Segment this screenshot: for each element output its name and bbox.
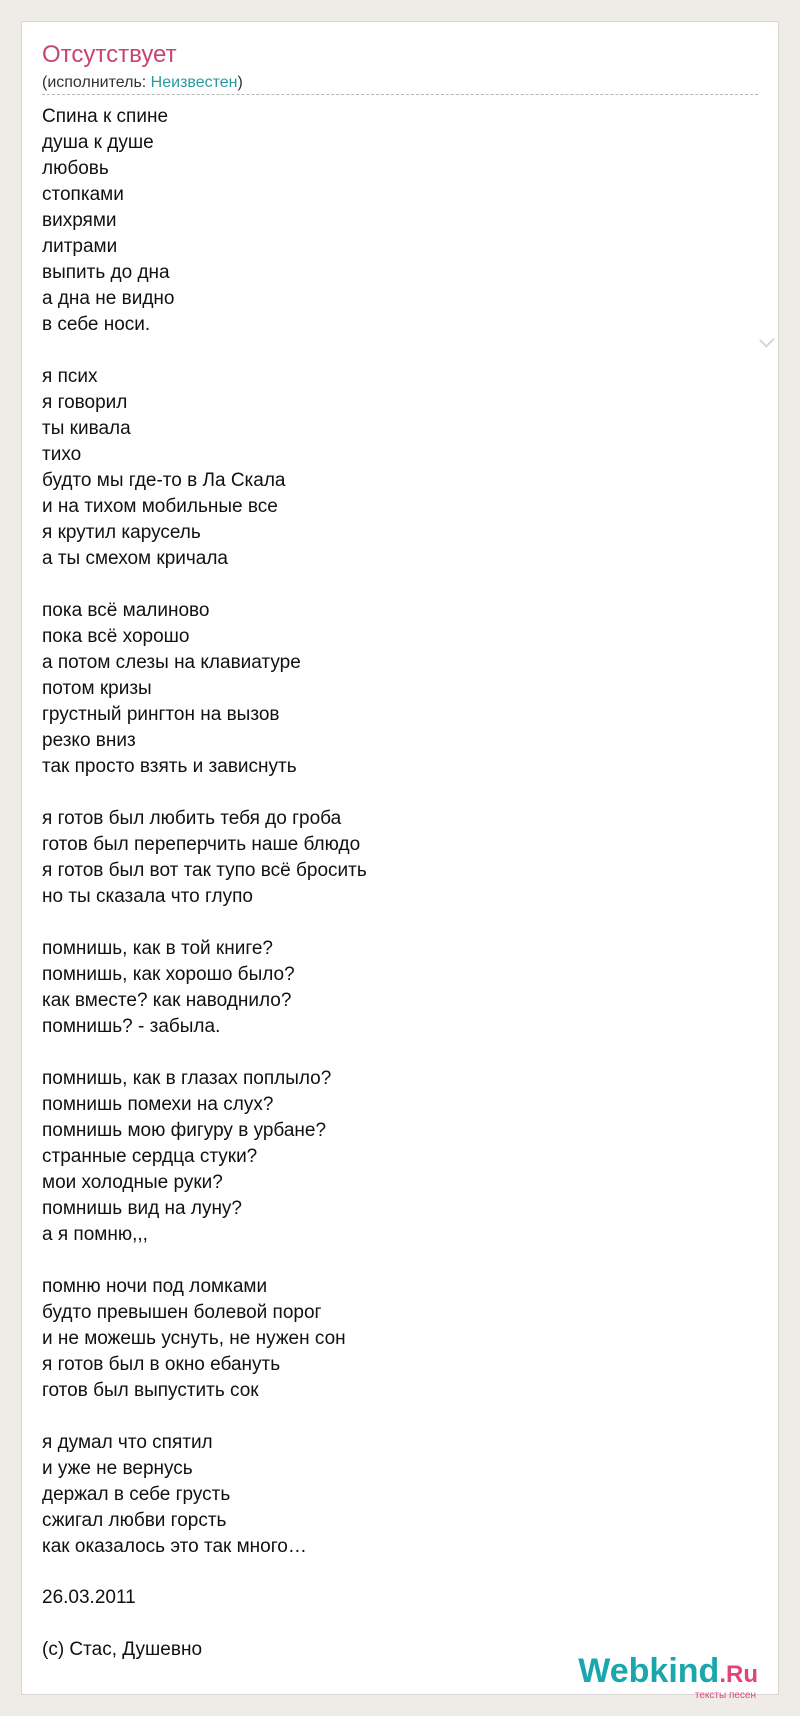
lyrics-line: вихрями: [42, 210, 117, 231]
lyrics-line: пока всё малиново: [42, 600, 210, 621]
lyrics-line: помнишь мою фигуру в урбане?: [42, 1120, 327, 1141]
lyrics-line: готов был переперчить наше блюдо: [42, 834, 361, 855]
lyrics-line: [42, 338, 742, 364]
lyrics-line: помню ночи под ломками: [42, 1276, 268, 1297]
logo-main-text: Webkind: [578, 1652, 720, 1690]
lyrics-line: так просто взять и зависнуть: [42, 756, 297, 777]
lyrics-line: любовь: [42, 158, 109, 179]
lyrics-line: а я помню,,,: [42, 1224, 148, 1245]
lyrics-line: помнишь? - забыла.: [42, 1016, 221, 1037]
lyrics-line: держал в себе грусть: [42, 1484, 231, 1505]
lyrics-line: я крутил карусель: [42, 522, 201, 543]
lyrics-line: помнишь, как хорошо было?: [42, 964, 295, 985]
lyrics-line: и не можешь уснуть, не нужен сон: [42, 1328, 346, 1349]
lyrics-line: литрами: [42, 236, 118, 257]
lyrics-line: я готов был в окно ебануть: [42, 1354, 281, 1375]
artist-prefix: (исполнитель:: [42, 74, 151, 91]
lyrics-line: я псих: [42, 366, 98, 387]
lyrics-line: я готов был любить тебя до гроба: [42, 808, 342, 829]
lyrics-copyright: (с) Стас, Душевно: [42, 1639, 203, 1660]
lyrics-line: а ты смехом кричала: [42, 548, 229, 569]
lyrics-line: мои холодные руки?: [42, 1172, 223, 1193]
lyrics-line: пока всё хорошо: [42, 626, 190, 647]
lyrics-line: тихо: [42, 444, 82, 465]
lyrics-line: Спина к спине: [42, 106, 169, 127]
artist-suffix: ): [237, 74, 243, 91]
artist-link[interactable]: Неизвестен: [150, 74, 238, 91]
lyrics-line: я думал что спятил: [42, 1432, 213, 1453]
lyrics-line: как вместе? как наводнило?: [42, 990, 292, 1011]
lyrics-line: резко вниз: [42, 730, 136, 751]
lyrics-line: [42, 1404, 742, 1430]
lyrics-line: я говорил: [42, 392, 128, 413]
lyrics-line: помнишь, как в глазах поплыло?: [42, 1068, 332, 1089]
lyrics-line: помнишь, как в той книге?: [42, 938, 273, 959]
lyrics-line: [42, 1040, 742, 1066]
artist-line: [42, 74, 243, 92]
lyrics-line: душа к душе: [42, 132, 154, 153]
lyrics-line: в себе носи.: [42, 314, 151, 335]
site-logo[interactable]: [578, 1652, 758, 1701]
lyrics-line: помнишь помехи на слух?: [42, 1094, 274, 1115]
lyrics-line: но ты сказала что глупо: [42, 886, 253, 907]
lyrics-line: ты кивала: [42, 418, 131, 439]
lyrics-line: [42, 910, 742, 936]
lyrics-date: 26.03.2011: [42, 1587, 136, 1608]
logo-tld-text: .Ru: [719, 1661, 758, 1688]
lyrics-line: и уже не вернусь: [42, 1458, 193, 1479]
header-divider: [42, 94, 758, 95]
lyrics-line: готов был выпустить сок: [42, 1380, 259, 1401]
lyrics-line: потом кризы: [42, 678, 152, 699]
lyrics-line: помнишь вид на луну?: [42, 1198, 243, 1219]
lyrics-line: странные сердца стуки?: [42, 1146, 258, 1167]
lyrics-line: будто мы где-то в Ла Скала: [42, 470, 286, 491]
lyrics-line: [42, 1248, 742, 1274]
lyrics-line: я готов был вот так тупо всё бросить: [42, 860, 367, 881]
lyrics-line: [42, 780, 742, 806]
lyrics-line: сжигал любви горсть: [42, 1510, 227, 1531]
lyrics-line: стопками: [42, 184, 124, 205]
chevron-right-icon: [759, 332, 775, 348]
lyrics-line: будто превышен болевой порог: [42, 1302, 322, 1323]
logo-tagline: тексты песен: [694, 1690, 756, 1701]
lyrics-line: и на тихом мобильные все: [42, 496, 278, 517]
lyrics-line: [42, 572, 742, 598]
lyrics-line: грустный рингтон на вызов: [42, 704, 280, 725]
lyrics-card: [21, 21, 779, 1701]
song-title: Отсутствует: [42, 41, 177, 68]
lyrics-line: выпить до дна: [42, 262, 170, 283]
lyrics-line: а дна не видно: [42, 288, 175, 309]
lyrics-line: а потом слезы на клавиатуре: [42, 652, 301, 673]
lyrics-text: [42, 104, 742, 1560]
lyrics-line: как оказалось это так много…: [42, 1536, 307, 1557]
